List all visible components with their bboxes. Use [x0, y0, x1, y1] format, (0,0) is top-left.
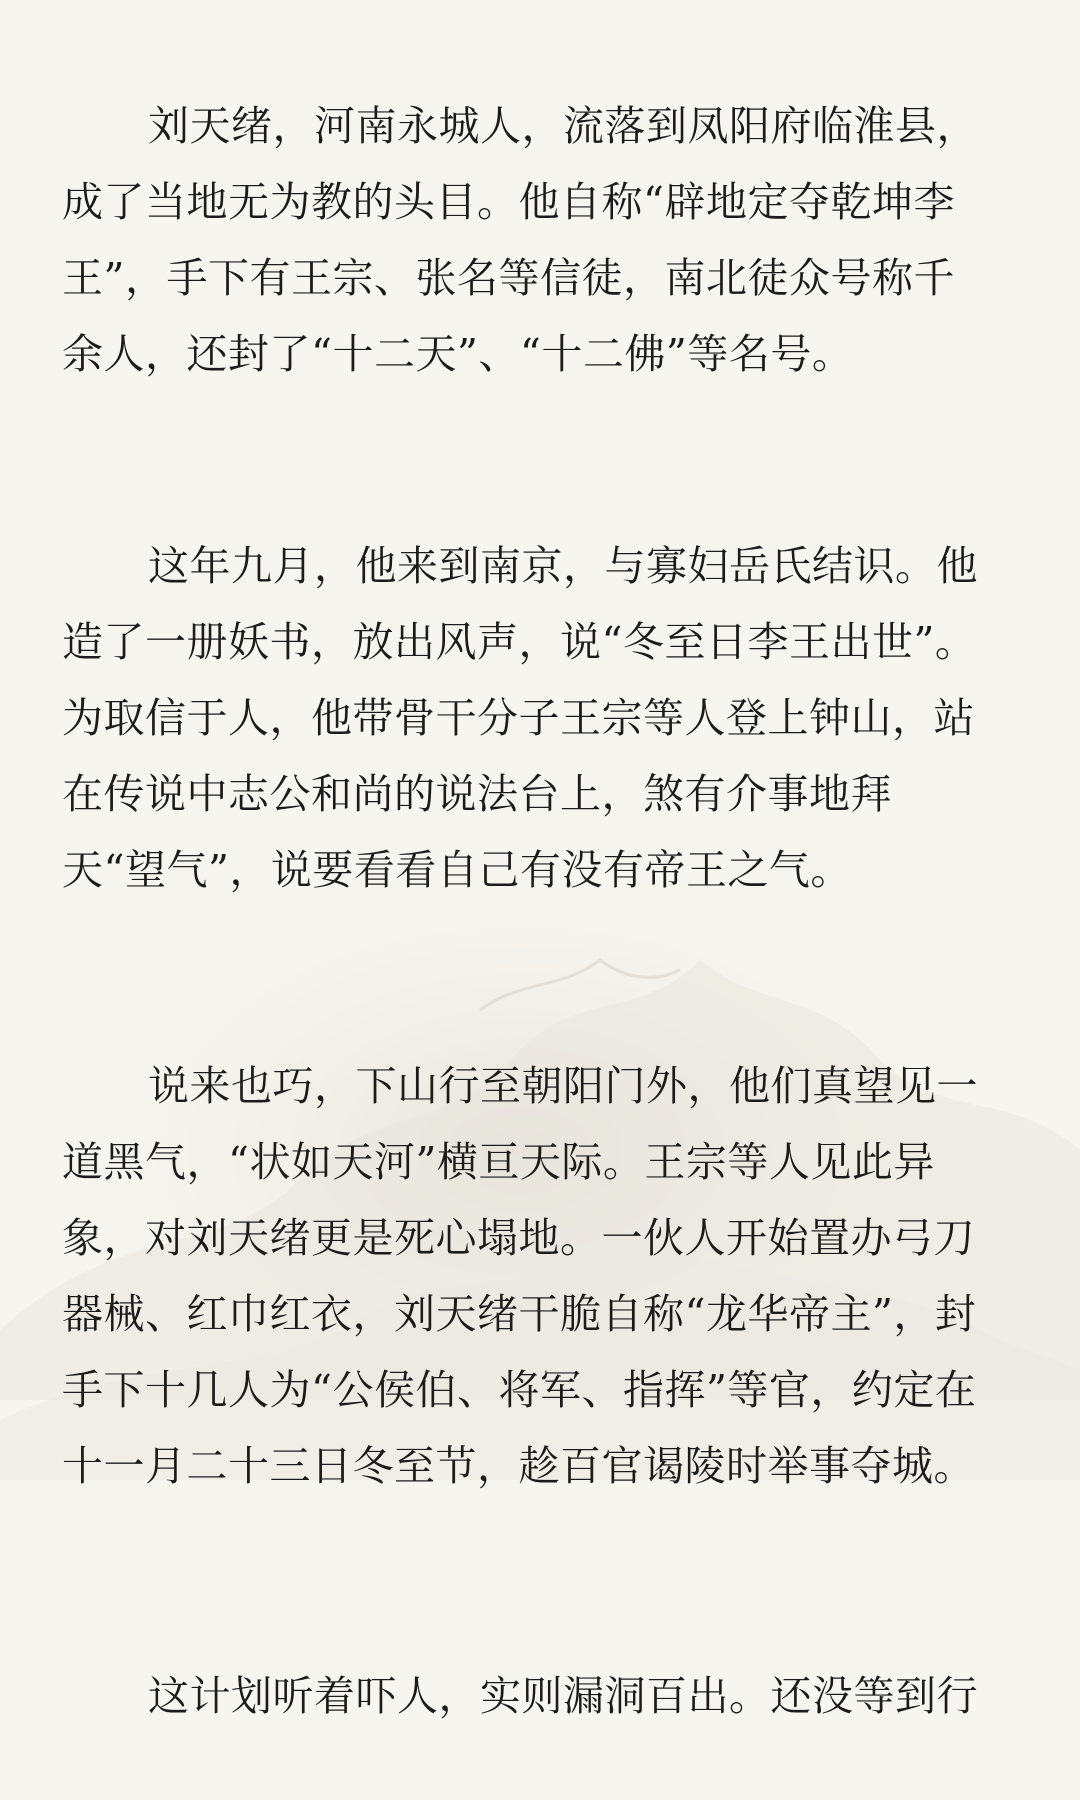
paragraph-4: [62, 1658, 978, 1734]
paragraph-line: 王”，手下有王宗、张名等信徒，南北徒众号称千: [62, 254, 955, 302]
paragraph-line: 手下十几人为“公侯伯、将军、指挥”等官，约定在: [62, 1366, 977, 1414]
paragraph-line: 说来也巧，下山行至朝阳门外，他们真望见一: [148, 1062, 978, 1110]
paragraph-line: 天“望气”，说要看看自己有没有帝王之气。: [62, 846, 852, 894]
paragraph-line: 为取信于人，他带骨干分子王宗等人登上钟山，站: [62, 694, 975, 742]
paragraph-line: 象，对刘天绪更是死心塌地。一伙人开始置办弓刀: [62, 1214, 975, 1262]
paragraph-line: 十一月二十三日冬至节，趁百官谒陵时举事夺城。: [62, 1442, 975, 1490]
paragraph-line: 道黑气，“状如天河”横亘天际。王宗等人见此异: [62, 1138, 935, 1186]
paragraph-line: 这年九月，他来到南京，与寡妇岳氏结识。他: [148, 542, 978, 590]
paragraph-line: 刘天绪，河南永城人，流落到凤阳府临淮县，: [148, 102, 978, 150]
paragraph-line: 这计划听着吓人，实则漏洞百出。还没等到行: [148, 1672, 978, 1720]
paragraph-2: [62, 528, 978, 908]
paragraph-line: 在传说中志公和尚的说法台上，煞有介事地拜: [62, 770, 892, 818]
paragraph-line: 成了当地无为教的头目。他自称“辟地定夺乾坤李: [62, 178, 955, 226]
paragraph-line: 器械、红巾红衣，刘天绪干脆自称“龙华帝主”，封: [62, 1290, 977, 1338]
paragraph-3: [62, 1048, 978, 1504]
paragraph-line: 余人，还封了“十二天”、“十二佛”等名号。: [62, 330, 854, 378]
paragraph-line: 造了一册妖书，放出风声，说“冬至日李王出世”。: [62, 618, 977, 666]
paragraph-1: [62, 88, 978, 392]
